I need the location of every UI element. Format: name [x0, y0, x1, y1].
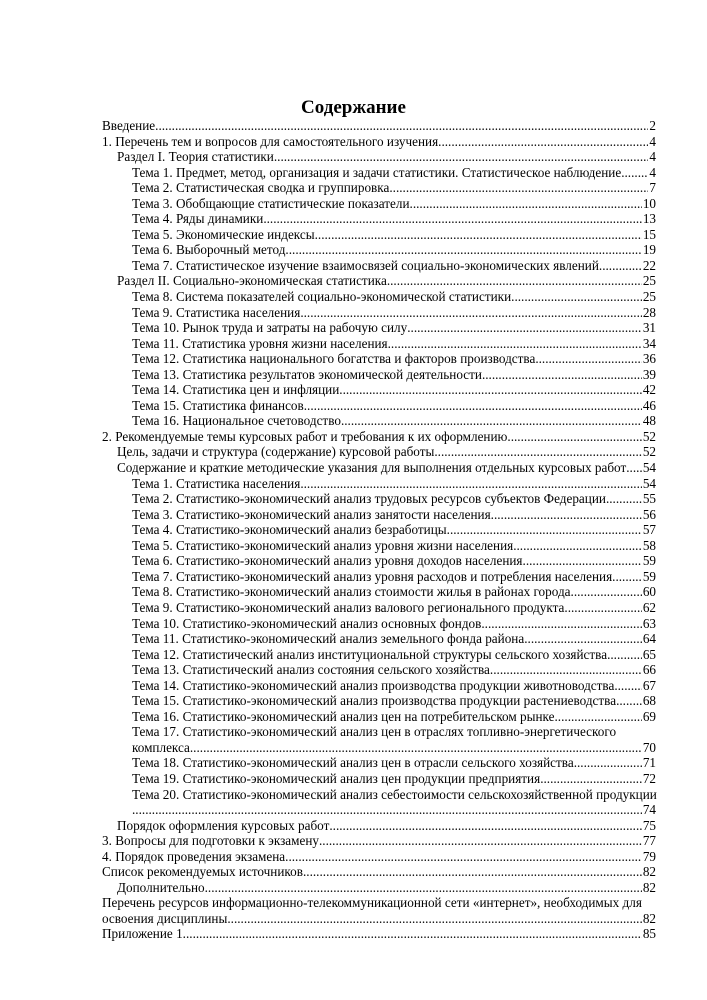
toc-entry-label: Тема 18. Статистико-экономический анализ цен в отрасли сельского хозяйства — [132, 755, 574, 771]
toc-entry-label: Тема 16. Национальное счетоводство — [132, 413, 341, 429]
toc-page-number: 54 — [642, 475, 656, 491]
toc-entry-label: Тема 5. Экономические индексы — [132, 226, 315, 242]
dot-leader — [319, 833, 642, 849]
dot-leader — [574, 755, 642, 771]
dot-leader — [285, 849, 642, 865]
toc-entry-label: Тема 10. Рынок труда и затраты на рабочую силу — [132, 320, 408, 336]
toc-entry[interactable] — [102, 740, 656, 756]
dot-leader — [300, 476, 642, 492]
dot-leader — [303, 864, 642, 880]
toc-page-number: 59 — [642, 568, 656, 584]
toc-page-number: 39 — [642, 366, 656, 382]
toc-page-number: 74 — [642, 802, 656, 818]
toc-entry-label: 1. Перечень тем и вопросов для самостоятельного изучения — [102, 133, 439, 149]
dot-leader — [490, 662, 642, 678]
toc-entry[interactable] — [102, 771, 656, 787]
toc-page-number: 4 — [649, 164, 656, 180]
dot-leader — [263, 211, 642, 227]
toc-entry-line: Тема 20. Статистико-экономический анализ себестоимости сельскохозяйственной продукции — [132, 786, 657, 802]
toc-page-number: 19 — [642, 242, 656, 258]
dot-leader — [524, 631, 642, 647]
toc-page-number: 62 — [642, 599, 656, 615]
toc-entry[interactable] — [102, 320, 656, 336]
toc-entry-label: Раздел I. Теория статистики — [117, 149, 274, 165]
toc-entry[interactable] — [102, 476, 656, 492]
toc-entry[interactable] — [102, 833, 656, 849]
dot-leader — [132, 802, 642, 818]
toc-entry-label: Список рекомендуемых источников — [102, 864, 303, 880]
toc-page-number: 56 — [642, 506, 656, 522]
toc-entry-line: Тема 17. Статистико-экономический анализ цен в отраслях топливно-энергетического — [132, 724, 617, 740]
dot-leader — [555, 709, 642, 725]
toc-entry[interactable] — [102, 678, 656, 694]
toc-page-number: 72 — [642, 770, 656, 786]
toc-page-number: 60 — [642, 584, 656, 600]
toc-entry[interactable] — [102, 709, 656, 725]
toc-entry[interactable] — [102, 165, 656, 181]
toc-entry-label: Тема 3. Обобщающие статистические показатели — [132, 195, 410, 211]
dot-leader — [621, 165, 648, 181]
toc-entry-label: Тема 4. Ряды динамики — [132, 211, 264, 227]
toc-page-number: 25 — [642, 289, 656, 305]
toc-entry-label: Приложение 1 — [102, 926, 183, 942]
toc-entry-label: Дополнительно — [117, 879, 205, 895]
toc-entry-label: Тема 14. Статистико-экономический анализ производства продукции животноводства — [132, 677, 615, 693]
toc-entry[interactable] — [102, 289, 656, 305]
toc-entry-label: Введение — [102, 118, 156, 133]
toc-entry[interactable] — [102, 616, 656, 632]
dot-leader — [388, 336, 642, 352]
toc-page-number: 7 — [649, 180, 656, 196]
toc-entry-label: Тема 12. Статистический анализ институциональной структуры сельского хозяйства — [132, 646, 608, 662]
toc-page-number: 68 — [642, 693, 656, 709]
dot-leader — [387, 273, 642, 289]
toc-entry[interactable] — [102, 444, 656, 460]
toc-page-number: 66 — [642, 662, 656, 678]
toc-entry[interactable] — [102, 258, 656, 274]
toc-entry[interactable] — [102, 242, 656, 258]
toc-entry[interactable] — [102, 569, 656, 585]
toc-entry[interactable] — [102, 926, 656, 942]
dot-leader — [571, 584, 642, 600]
toc-entry[interactable] — [102, 507, 656, 523]
dot-leader — [564, 600, 641, 616]
toc-page-number: 69 — [642, 708, 656, 724]
toc-page-number: 4 — [649, 133, 656, 149]
toc-entry[interactable] — [102, 491, 656, 507]
dot-leader — [606, 491, 642, 507]
toc-entry[interactable] — [102, 647, 656, 663]
toc-page-number: 82 — [642, 864, 656, 880]
dot-leader — [300, 305, 642, 321]
toc-page-number: 52 — [642, 428, 656, 444]
toc-entry[interactable] — [102, 755, 656, 771]
toc-entry[interactable] — [102, 864, 656, 880]
dot-leader — [341, 413, 642, 429]
dot-leader — [438, 134, 648, 150]
dot-leader — [523, 553, 642, 569]
toc-page-number: 59 — [642, 553, 656, 569]
toc-entry[interactable] — [102, 149, 656, 165]
dot-leader — [304, 398, 642, 414]
toc-page-number: 13 — [642, 211, 656, 227]
dot-leader — [183, 926, 642, 942]
dot-leader — [227, 911, 641, 927]
toc-entry[interactable] — [102, 336, 656, 352]
toc-entry-label: Раздел II. Социально-экономическая статистика — [117, 273, 387, 289]
toc-entry[interactable] — [102, 553, 656, 569]
toc-page-number: 63 — [642, 615, 656, 631]
dot-leader — [274, 149, 649, 165]
toc-entry-label: Тема 9. Статистика населения — [132, 304, 301, 320]
toc-page-number: 58 — [642, 537, 656, 553]
page-title: Содержание — [301, 97, 406, 118]
toc-entry-label: Тема 2. Статистико-экономический анализ трудовых ресурсов субъектов Федерации — [132, 491, 606, 507]
toc-entry-label: Тема 6. Статистико-экономический анализ уровня доходов населения — [132, 553, 523, 569]
toc-entry[interactable] — [102, 522, 656, 538]
toc-entry[interactable] — [102, 180, 656, 196]
toc-page-number: 31 — [642, 320, 656, 336]
toc-page-number: 54 — [642, 460, 656, 476]
toc-entry[interactable] — [102, 196, 656, 212]
dot-leader — [339, 382, 642, 398]
toc-page-number: 67 — [642, 677, 656, 693]
toc-page-number: 25 — [642, 273, 656, 289]
toc-entry[interactable] — [102, 460, 656, 476]
toc-entry[interactable] — [102, 398, 656, 414]
toc-entry[interactable] — [102, 351, 656, 367]
toc-entry-label: Тема 15. Статистика финансов — [132, 397, 304, 413]
toc-entry-label: Тема 8. Система показателей социально-экономической статистики — [132, 289, 512, 305]
toc-entry-label: Тема 7. Статистико-экономический анализ уровня расходов и потребления населения — [132, 568, 613, 584]
dot-leader — [410, 196, 642, 212]
dot-leader — [315, 227, 642, 243]
toc-page-number: 57 — [642, 522, 656, 538]
dot-leader — [513, 538, 642, 554]
toc-page-number: 79 — [642, 848, 656, 864]
dot-leader — [482, 367, 642, 383]
toc-entry-label: Тема 15. Статистико-экономический анализ производства продукции растениеводства — [132, 693, 617, 709]
dot-leader — [481, 616, 641, 632]
dot-leader — [155, 118, 648, 134]
toc-entry-label: Тема 3. Статистико-экономический анализ занятости населения — [132, 506, 491, 522]
toc-page-number: 70 — [642, 739, 656, 755]
toc-entry[interactable] — [102, 802, 656, 818]
toc-entry-label: Тема 13. Статистика результатов экономической деятельности — [132, 366, 482, 382]
toc-entry-label: 4. Порядок проведения экзамена — [102, 848, 286, 864]
toc-page-number: 55 — [642, 491, 656, 507]
dot-leader — [511, 289, 642, 305]
toc-page-number: 48 — [642, 413, 656, 429]
toc-entry-label: Тема 4. Статистико-экономический анализ безработицы — [132, 522, 447, 538]
toc-page-number: 85 — [642, 926, 656, 942]
toc-entry-label: комплекса — [132, 739, 190, 755]
toc-entry[interactable] — [102, 118, 656, 134]
dot-leader — [190, 740, 642, 756]
dot-leader — [285, 242, 641, 258]
dot-leader — [535, 351, 642, 367]
table-of-contents — [102, 118, 656, 942]
toc-entry[interactable] — [102, 600, 656, 616]
toc-page-number: 22 — [642, 257, 656, 273]
toc-page-number: 4 — [649, 149, 656, 165]
dot-leader — [599, 258, 642, 274]
toc-entry[interactable] — [102, 693, 656, 709]
toc-entry[interactable] — [102, 631, 656, 647]
toc-page-number: 10 — [642, 195, 656, 211]
toc-page-number: 36 — [642, 351, 656, 367]
toc-page-number: 64 — [642, 631, 656, 647]
toc-entry-label: Тема 16. Статистико-экономический анализ цен на потребительском рынке — [132, 708, 555, 724]
toc-page-number: 15 — [642, 226, 656, 242]
toc-entry[interactable] — [102, 382, 656, 398]
dot-leader — [614, 678, 641, 694]
toc-entry[interactable] — [102, 273, 656, 289]
dot-leader — [616, 693, 642, 709]
toc-page-number: 65 — [642, 646, 656, 662]
toc-entry-label: Тема 11. Статистико-экономический анализ земельного фонда района — [132, 631, 525, 647]
dot-leader — [540, 771, 642, 787]
toc-entry[interactable] — [102, 305, 656, 321]
toc-entry[interactable] — [102, 211, 656, 227]
toc-page-number: 2 — [649, 118, 656, 133]
toc-entry-label: 2. Рекомендуемые темы курсовых работ и требования к их оформлению — [102, 428, 508, 444]
toc-entry[interactable] — [102, 880, 656, 896]
toc-entry[interactable] — [102, 134, 656, 150]
toc-entry[interactable] — [102, 849, 656, 865]
dot-leader — [607, 647, 642, 663]
dot-leader — [205, 880, 642, 896]
toc-page-number: 42 — [642, 382, 656, 398]
toc-entry[interactable] — [102, 367, 656, 383]
toc-entry[interactable] — [102, 429, 656, 445]
dot-leader — [329, 818, 641, 834]
toc-page-number: 82 — [642, 879, 656, 895]
toc-page-number: 82 — [642, 910, 656, 926]
toc-entry-label: Тема 8. Статистико-экономический анализ стоимости жилья в районах города — [132, 584, 571, 600]
dot-leader — [612, 569, 642, 585]
dot-leader — [626, 460, 642, 476]
toc-entry[interactable] — [102, 911, 656, 927]
dot-leader — [389, 180, 648, 196]
dot-leader — [447, 522, 642, 538]
toc-entry-label: Содержание и краткие методические указания для выполнения отдельных курсовых работ — [117, 460, 627, 476]
toc-entry-label: Тема 9. Статистико-экономический анализ валового регионального продукта — [132, 599, 565, 615]
dot-leader — [434, 444, 641, 460]
toc-entry-label: Тема 7. Статистическое изучение взаимосвязей социально-экономических явлений — [132, 257, 599, 273]
toc-entry-label: Тема 11. Статистика уровня жизни населения — [132, 335, 388, 351]
toc-entry-label: освоения дисциплины — [102, 910, 228, 926]
toc-entry-label: Тема 12. Статистика национального богатства и факторов производства — [132, 351, 536, 367]
toc-page-number: 71 — [642, 755, 656, 771]
dot-leader — [507, 429, 641, 445]
dot-leader — [491, 507, 642, 523]
toc-entry-label: Тема 10. Статистико-экономический анализ основных фондов — [132, 615, 482, 631]
toc-entry-line: Перечень ресурсов информационно-телекоммуникационной сети «интернет», необходимых для — [102, 895, 642, 911]
toc-entry-label: Тема 2. Статистическая сводка и группировка — [132, 180, 390, 196]
toc-entry[interactable] — [102, 227, 656, 243]
toc-page-number: 52 — [642, 444, 656, 460]
toc-page-number: 46 — [642, 397, 656, 413]
toc-entry[interactable] — [102, 413, 656, 429]
toc-entry-label: Тема 1. Статистика населения — [132, 475, 301, 491]
toc-entry-label: Тема 13. Статистический анализ состояния сельского хозяйства — [132, 662, 490, 678]
toc-page-number: 77 — [642, 833, 656, 849]
toc-entry-label: Тема 14. Статистика цен и инфляции — [132, 382, 340, 398]
toc-page-number: 34 — [642, 335, 656, 351]
toc-entry[interactable] — [102, 584, 656, 600]
toc-entry-label: Порядок оформления курсовых работ — [117, 817, 330, 833]
toc-page-number: 28 — [642, 304, 656, 320]
toc-entry-label: 3. Вопросы для подготовки к экзамену — [102, 833, 319, 849]
toc-page-number: 75 — [642, 817, 656, 833]
toc-entry-label: Тема 19. Статистико-экономический анализ цен продукции предприятия — [132, 770, 541, 786]
dot-leader — [407, 320, 642, 336]
toc-entry-label: Тема 1. Предмет, метод, организация и задачи статистики. Статистическое наблюдение — [132, 164, 622, 180]
toc-entry[interactable] — [102, 662, 656, 678]
toc-entry-label: Тема 5. Статистико-экономический анализ уровня жизни населения — [132, 537, 514, 553]
toc-entry-label: Цель, задачи и структура (содержание) курсовой работы — [117, 444, 435, 460]
toc-entry[interactable] — [102, 538, 656, 554]
toc-entry-label: Тема 6. Выборочный метод — [132, 242, 286, 258]
toc-entry[interactable] — [102, 818, 656, 834]
